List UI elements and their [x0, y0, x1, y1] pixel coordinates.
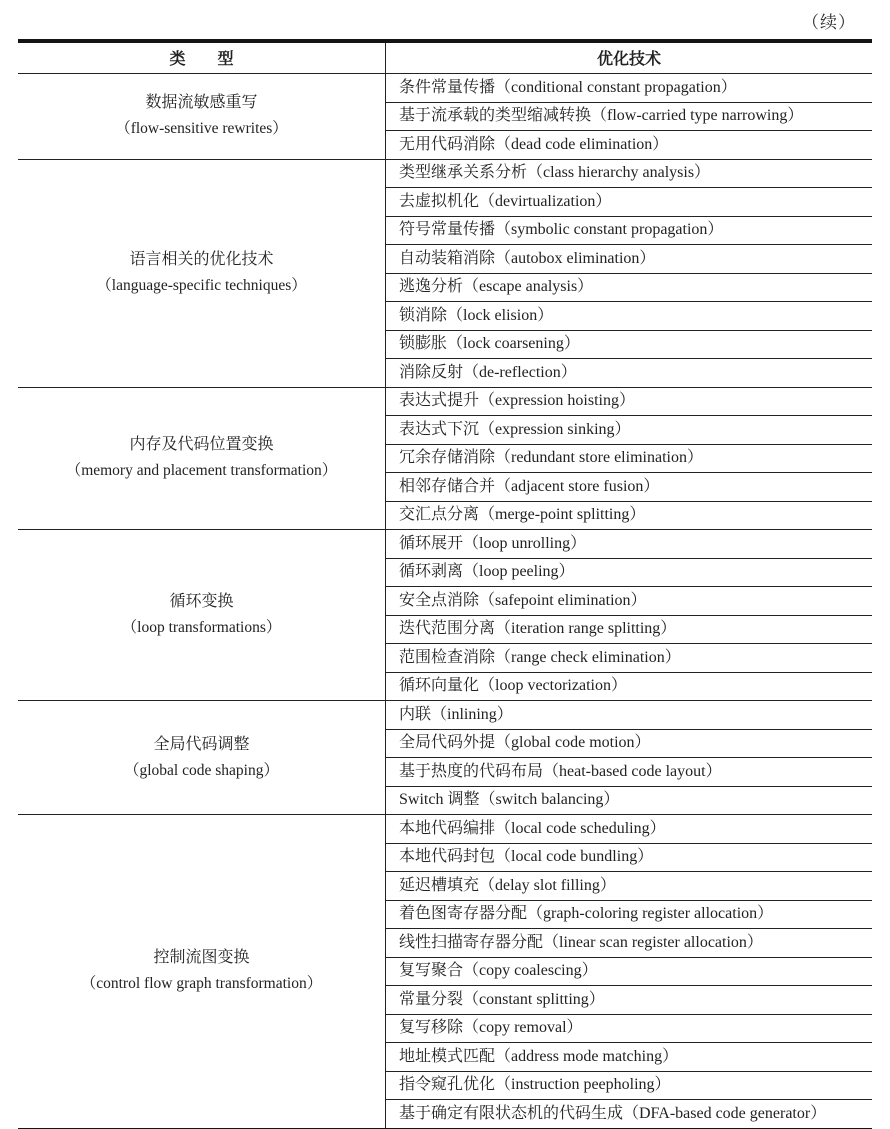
technique-cell: 基于确定有限状态机的代码生成（DFA-based code generator） — [386, 1100, 873, 1129]
type-group-name-english: （language-specific techniques） — [96, 277, 307, 294]
type-group-name: 内存及代码位置变换 — [129, 436, 274, 454]
type-group-name: 数据流敏感重写 — [145, 94, 258, 112]
table-body — [18, 74, 872, 1129]
technique-cell: 去虚拟机化（devirtualization） — [386, 188, 873, 217]
technique-cell: 指令窥孔优化（instruction peepholing） — [386, 1071, 873, 1100]
type-group-name-english: （global code shaping） — [124, 761, 279, 779]
technique-cell: 相邻存储合并（adjacent store fusion） — [386, 473, 873, 502]
technique-cell: 迭代范围分离（iteration range splitting） — [386, 615, 873, 644]
technique-cell: 本地代码封包（local code bundling） — [386, 843, 873, 872]
technique-cell: 线性扫描寄存器分配（linear scan register allocation） — [386, 929, 873, 958]
column-header-technique: 优化技术 — [386, 41, 873, 74]
technique-cell: 安全点消除（safepoint elimination） — [386, 587, 873, 616]
technique-cell: 循环向量化（loop vectorization） — [386, 672, 873, 701]
type-group-name: 全局代码调整 — [153, 735, 250, 753]
technique-cell: 冗余存储消除（redundant store elimination） — [386, 444, 873, 473]
technique-cell: 基于流承载的类型缩减转换（flow-carried type narrowing） — [386, 102, 873, 131]
technique-cell: 复写聚合（copy coalescing） — [386, 957, 873, 986]
technique-cell: 自动装箱消除（autobox elimination） — [386, 245, 873, 274]
technique-cell: 范围检查消除（range check elimination） — [386, 644, 873, 673]
type-group-cell — [18, 530, 386, 701]
type-group-name-english: （memory and placement transformation） — [65, 462, 338, 480]
technique-cell: 全局代码外提（global code motion） — [386, 729, 873, 758]
header-row — [18, 41, 872, 74]
column-header-type: 类 型 — [18, 41, 386, 74]
technique-cell: 无用代码消除（dead code elimination） — [386, 131, 873, 160]
technique-cell: 类型继承关系分析（class hierarchy analysis） — [386, 159, 873, 188]
technique-cell: 表达式提升（expression hoisting） — [386, 387, 873, 416]
type-group-name: 控制流图变换 — [153, 949, 250, 967]
technique-cell: 锁消除（lock elision） — [386, 302, 873, 331]
technique-cell: 内联（inlining） — [386, 701, 873, 730]
technique-cell: 逃逸分析（escape analysis） — [386, 273, 873, 302]
table-header — [18, 41, 872, 74]
table-row — [18, 74, 872, 103]
technique-cell: 交汇点分离（merge-point splitting） — [386, 501, 873, 530]
type-group-name-english: （control flow graph transformation） — [80, 975, 323, 993]
table-row — [18, 701, 872, 730]
continuation-marker: （续） — [802, 13, 856, 32]
technique-cell: 循环剥离（loop peeling） — [386, 558, 873, 587]
type-group-name: 语言相关的优化技术 — [129, 251, 274, 268]
table-row — [18, 387, 872, 416]
table-row — [18, 159, 872, 188]
technique-cell: 循环展开（loop unrolling） — [386, 530, 873, 559]
technique-cell: 符号常量传播（symbolic constant propagation） — [386, 216, 873, 245]
technique-cell: 基于热度的代码布局（heat-based code layout） — [386, 758, 873, 787]
type-group-cell — [18, 387, 386, 530]
type-group-cell — [18, 159, 386, 387]
technique-cell: 表达式下沉（expression sinking） — [386, 416, 873, 445]
technique-cell: 常量分裂（constant splitting） — [386, 986, 873, 1015]
technique-cell: 延迟槽填充（delay slot filling） — [386, 872, 873, 901]
technique-cell: 着色图寄存器分配（graph-coloring register allocation） — [386, 900, 873, 929]
technique-cell: 本地代码编排（local code scheduling） — [386, 815, 873, 844]
technique-cell: 条件常量传播（conditional constant propagation） — [386, 74, 873, 103]
table-row — [18, 815, 872, 844]
table-row — [18, 530, 872, 559]
technique-cell: 复写移除（copy removal） — [386, 1014, 873, 1043]
optimization-table — [18, 39, 872, 1129]
type-group-name-english: （loop transformations） — [121, 619, 282, 636]
technique-cell: 地址模式匹配（address mode matching） — [386, 1043, 873, 1072]
type-group-cell — [18, 701, 386, 815]
type-group-name-english: （flow-sensitive rewrites） — [115, 120, 288, 138]
type-group-cell — [18, 815, 386, 1129]
technique-cell: Switch 调整（switch balancing） — [386, 786, 873, 815]
type-group-name: 循环变换 — [169, 593, 234, 610]
type-group-cell — [18, 74, 386, 160]
technique-cell: 消除反射（de-reflection） — [386, 359, 873, 388]
technique-cell: 锁膨胀（lock coarsening） — [386, 330, 873, 359]
